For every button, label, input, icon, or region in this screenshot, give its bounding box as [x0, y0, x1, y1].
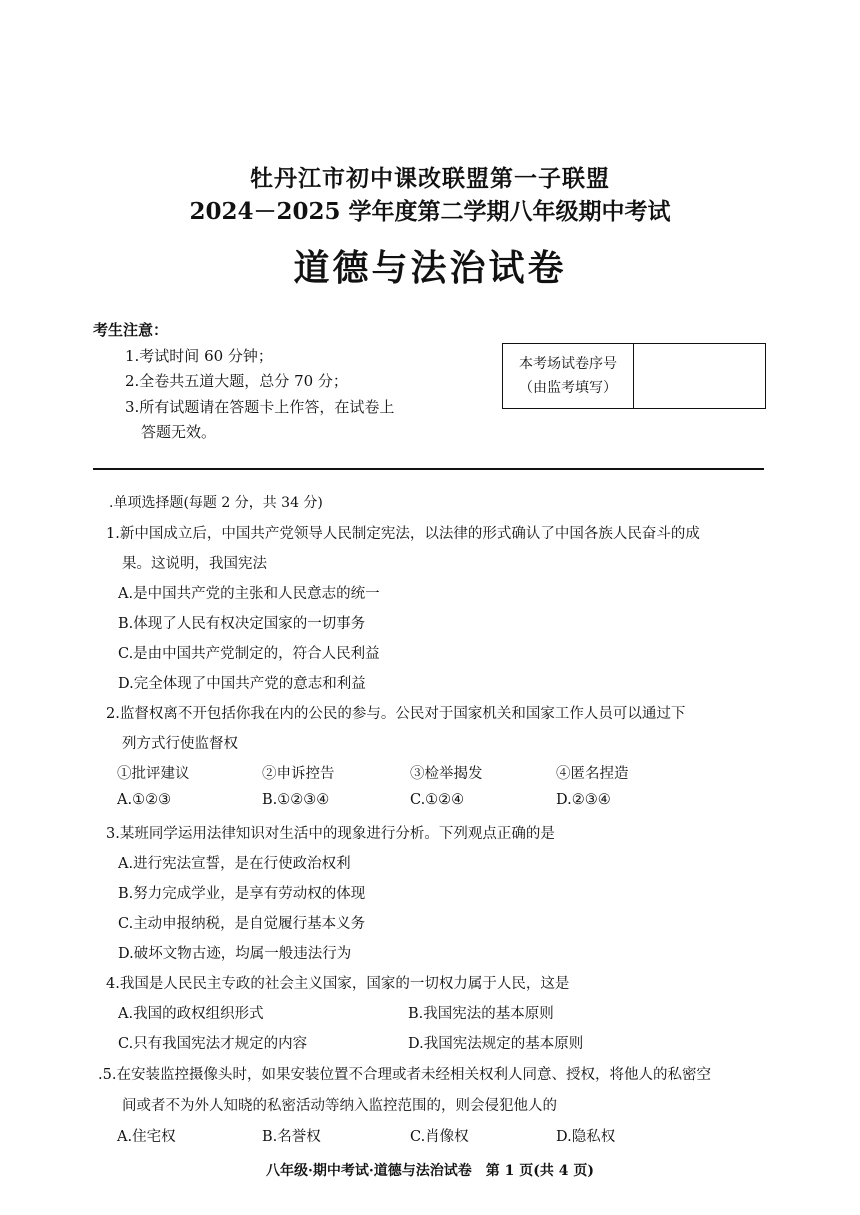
question-5-stem: .5.在安装监控摄像头时，如果安装位置不合理或者未经相关权利人同意、授权，将他人的私密空 [98, 1067, 711, 1083]
notice-title: 考生注意： [93, 321, 169, 339]
question-5-option-c: C.肖像权 [410, 1129, 469, 1145]
question-1-stem: 1.新中国成立后，中国共产党领导人民制定宪法，以法律的形式确认了中国各族人民奋斗的成 [106, 526, 700, 542]
divider [93, 468, 764, 470]
page-footer: 八年级·期中考试·道德与法治试卷 第 1 页(共 4 页) [266, 1163, 594, 1179]
question-2-option-a: A.①②③ [117, 792, 172, 808]
question-1-option-d: D.完全体现了中国共产党的意志和利益 [118, 676, 366, 692]
question-2-option-d: D.②③④ [556, 792, 611, 808]
question-5-stem-cont: 间或者不为外人知晓的私密活动等纳入监控范围的，则会侵犯他人的 [122, 1098, 557, 1114]
question-1-option-c: C.是由中国共产党制定的，符合人民利益 [118, 646, 380, 662]
question-2-choice: ④匿名捏造 [556, 766, 629, 782]
question-4-option-a: A.我国的政权组织形式 [118, 1006, 264, 1022]
question-3-option-a: A.进行宪法宣誓，是在行使政治权利 [118, 856, 351, 872]
question-2-stem: 2.监督权离不开包括你我在内的公民的参与。公民对于国家机关和国家工作人员可以通过下 [106, 706, 686, 722]
notice-item: 1.考试时间 60 分钟； [125, 347, 273, 365]
question-4-stem: 4.我国是人民民主专政的社会主义国家，国家的一切权力属于人民，这是 [106, 976, 570, 992]
question-3-option-d: D.破坏文物古迹，均属一般违法行为 [118, 946, 352, 962]
notice-item: 2.全卷共五道大题，总分 70 分； [125, 372, 348, 390]
seat-number-label-line2: （由监考填写） [519, 380, 617, 396]
question-5-option-a: A.住宅权 [117, 1129, 176, 1145]
seat-number-label-line1: 本考场试卷序号 [519, 356, 617, 372]
seat-number-field [634, 344, 765, 408]
seat-number-box [502, 343, 766, 409]
seat-number-label [503, 344, 634, 408]
question-2-stem-cont: 列方式行使监督权 [122, 736, 238, 752]
question-2-option-c: C.①②④ [410, 792, 465, 808]
question-3-option-b: B.努力完成学业，是享有劳动权的体现 [118, 886, 366, 902]
question-2-choice: ②申诉控告 [262, 766, 335, 782]
question-1-option-a: A.是中国共产党的主张和人民意志的统一 [118, 586, 380, 602]
organization-title: 牡丹江市初中课改联盟第一子联盟 [250, 165, 610, 192]
question-2-choice: ③检举揭发 [410, 766, 483, 782]
question-3-stem: 3.某班同学运用法律知识对生活中的现象进行分析。下列观点正确的是 [106, 826, 555, 842]
subject-title: 道德与法治试卷 [293, 247, 567, 289]
question-4-option-d: D.我国宪法规定的基本原则 [408, 1036, 584, 1052]
question-5-option-d: D.隐私权 [556, 1129, 616, 1145]
section-title: .单项选择题(每题 2 分，共 34 分) [109, 495, 323, 511]
exam-title: 2024－2025 学年度第二学期八年级期中考试 [189, 198, 671, 225]
question-1-stem-cont: 果。这说明，我国宪法 [122, 556, 267, 572]
question-5-option-b: B.名誉权 [262, 1129, 321, 1145]
question-2-choice: ①批评建议 [117, 766, 190, 782]
question-4-option-c: C.只有我国宪法才规定的内容 [118, 1036, 308, 1052]
question-1-option-b: B.体现了人民有权决定国家的一切事务 [118, 616, 366, 632]
notice-item: 3.所有试题请在答题卡上作答，在试卷上 [125, 398, 395, 416]
notice-item: 答题无效。 [141, 423, 217, 441]
question-3-option-c: C.主动申报纳税，是自觉履行基本义务 [118, 916, 366, 932]
question-2-option-b: B.①②③④ [262, 792, 330, 808]
question-4-option-b: B.我国宪法的基本原则 [408, 1006, 554, 1022]
